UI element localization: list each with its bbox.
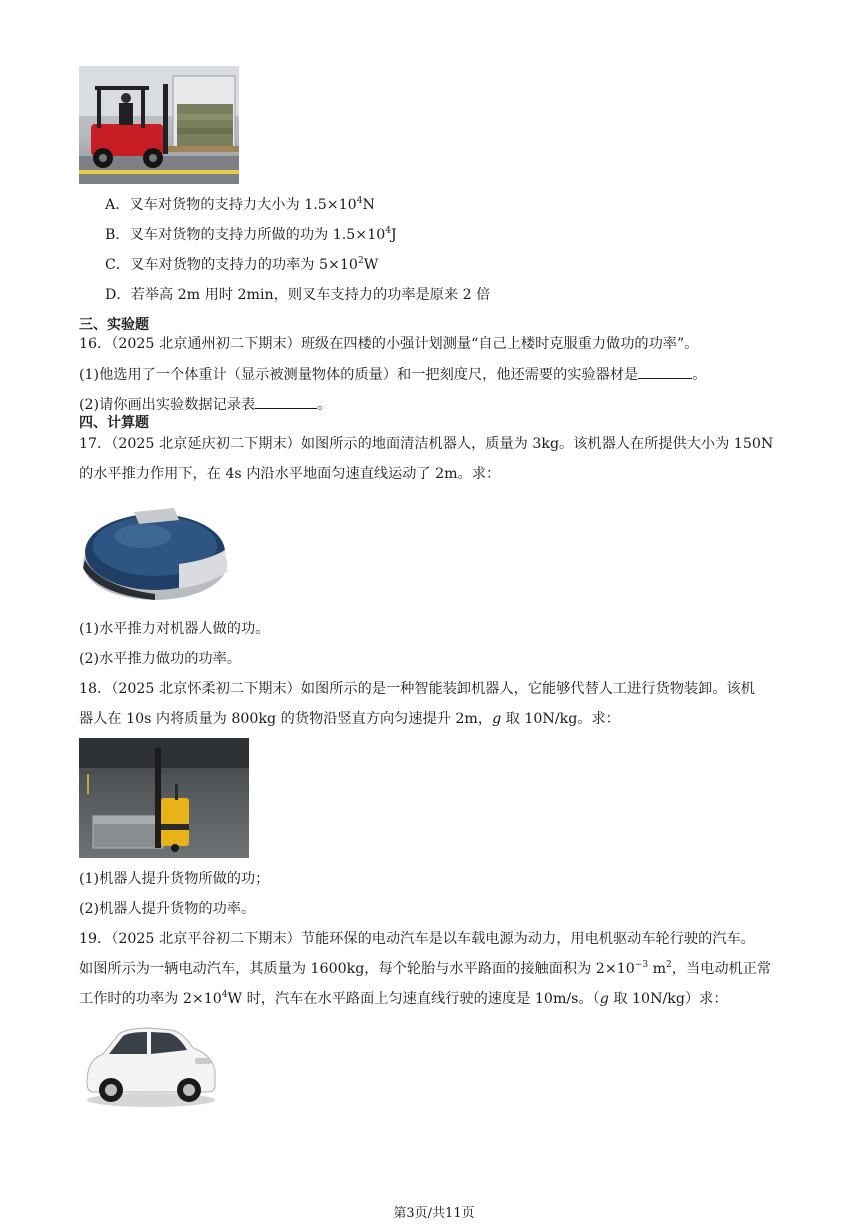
- answer-blank: [255, 394, 317, 409]
- question-17-part-2: (2)水平推力做功的功率。: [79, 651, 241, 667]
- forklift-photo: [79, 66, 239, 184]
- question-19-line-1: 19．（2025 北京平谷初二下期末）节能环保的电动汽车是以车载电源为动力，用电机驱动车轮行驶的汽车。: [79, 931, 755, 947]
- question-16-part-2: (2)请你画出实验数据记录表 。: [79, 394, 331, 415]
- question-18-line-1: 18．（2025 北京怀柔初二下期末）如图所示的是一种智能装卸机器人，它能够代替人工进行货物装卸。该机: [79, 681, 755, 697]
- loading-robot-photo: [79, 738, 249, 858]
- question-18-part-1: (1)机器人提升货物所做的功；: [79, 871, 270, 887]
- robot-vacuum-photo: [79, 494, 231, 606]
- question-18-part-2: (2)机器人提升货物的功率。: [79, 901, 256, 917]
- question-19-line-3: 工作时的功率为 $2\times 10^4W$ 时，汽车在水平路面上匀速直线行驶的速度是 10m/s。（g 取 10N/kg）求：: [79, 990, 728, 1007]
- question-17-line-1: 17．（2025 北京延庆初二下期末）如图所示的地面清洁机器人，质量为 3kg。该机器人在所提供大小为 150N: [79, 436, 774, 452]
- section-heading-calculation: 四、计算题: [79, 415, 149, 431]
- question-16-part-1: (1)他选用了一个体重计（显示被测量物体的质量）和一把刻度尺，他还需要的实验器材是 。: [79, 364, 706, 385]
- question-19-line-2: 如图所示为一辆电动汽车，其质量为 1600kg，每个轮胎与水平路面的接触面积为 $2\times 10^{-3}$ $m^2$，当电动机正常: [79, 960, 772, 977]
- question-17-part-1: (1)水平推力对机器人做的功。: [79, 621, 270, 637]
- section-heading-experiment: 三、实验题: [79, 317, 149, 333]
- option-a: A．叉车对货物的支持力大小为 $1.5\times 10^4N$: [105, 196, 375, 213]
- page-footer: 第3页/共11页: [393, 1206, 475, 1221]
- question-16: 16．（2025 北京通州初二下期末）班级在四楼的小强计划测量“自己上楼时克服重力做功的功率”。: [79, 336, 699, 352]
- option-c: C．叉车对货物的支持力的功率为 $5\times 10^2W$: [105, 256, 379, 273]
- electric-car-photo: [79, 1020, 219, 1110]
- option-d: D．若举高 2m 用时 2min，则叉车支持力的功率是原来 2 倍: [105, 287, 491, 303]
- answer-blank: [638, 364, 692, 379]
- question-18-line-2: 器人在 10s 内将质量为 800kg 的货物沿竖直方向匀速提升 2m，g 取 10N/kg。求：: [79, 711, 620, 727]
- question-17-line-2: 的水平推力作用下，在 4s 内沿水平地面匀速直线运动了 2m。求：: [79, 466, 501, 482]
- option-b: B．叉车对货物的支持力所做的功为 $1.5\times 10^4J$: [105, 226, 397, 243]
